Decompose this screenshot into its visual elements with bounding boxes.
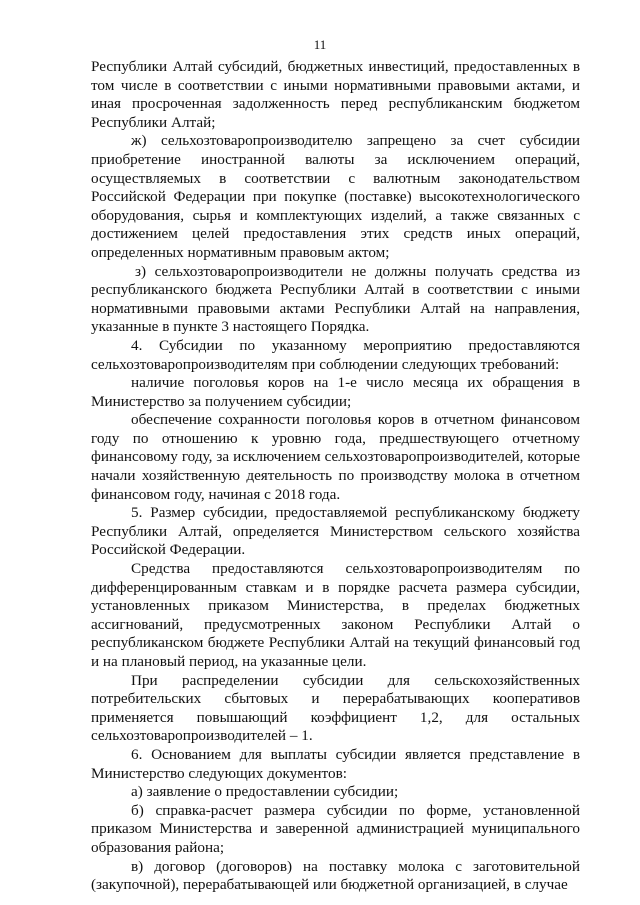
page-number: 11 [313, 37, 327, 52]
paragraph-requirement-2: обеспечение сохранности поголовья коров в отчетном финансовом году по отношению к уровню года, предшествующего отчетному финансовому году, за исключением сельхозтоваропроизводителей, которые начали хозяйственную деятельность по производству молока в отчетном финансовом году, начиная с 2018 года. [91, 411, 580, 503]
paragraph-item-v: в) договор (договоров) на поставку молока с заготовительной (закупочной), перерабатывающей или бюджетной организацией, в случае [91, 857, 580, 894]
paragraph-funds: Средства предоставляются сельхозтоваропроизводителям по дифференцированным ставкам и в порядке расчета размера субсидии, установленных приказом Министерства, в пределах бюджетных ассигнований, предусмотренных законом Республики Алтай о республиканском бюджете Республики Алтай на текущий финансовый год и на плановый период, на указанные цели. [91, 560, 580, 670]
paragraph-section-6: 6. Основанием для выплаты субсидии является представление в Министерство следующих документов: [91, 745, 580, 782]
paragraph-item-b: б) справка-расчет размера субсидии по форме, установленной приказом Министерства и заверенной администрацией муниципального образования района; [91, 801, 580, 856]
paragraph-section-5: 5. Размер субсидии, предоставляемой республиканскому бюджету Республики Алтай, определяется Министерством сельского хозяйства Российской Федерации. [91, 504, 580, 559]
paragraph-item-a: а) заявление о предоставлении субсидии; [131, 783, 399, 801]
paragraph-section-4: 4. Субсидии по указанному мероприятию предоставляются сельхозтоваропроизводителям при соблюдении следующих требований: [91, 336, 580, 373]
document-body [91, 58, 580, 895]
paragraph-coefficient: При распределении субсидии для сельскохозяйственных потребительских сбытовых и перерабатывающих кооперативов применяется повышающий коэффициент 1,2, для остальных сельхозтоваропроизводителей – 1. [91, 671, 580, 745]
paragraph-continuation: Республики Алтай субсидий, бюджетных инвестиций, предоставленных в том числе в соответствии с иными нормативными правовыми актами, и иная просроченная задолженность перед республиканским бюджетом Республики Алтай; [91, 58, 580, 131]
paragraph-requirement-1: наличие поголовья коров на 1-е число месяца их обращения в Министерство за получением субсидии; [91, 374, 580, 410]
paragraph-item-z: з) сельхозтоваропроизводители не должны получать средства из республиканского бюджета Республики Алтай в соответствии с иными нормативными правовыми актами Республики Алтай на направления, указанные в пункте 3 настоящего Порядка. [91, 262, 580, 336]
paragraph-item-zh: ж) сельхозтоваропроизводителю запрещено за счет субсидии приобретение иностранной валюты за исключением операций, осуществляемых в соответствии с валютным законодательством Российской Федерации при покупке (поставке) высокотехнологического оборудования, сырья и комплектующих изделий, а также связанных с достижением целей предоставления этих средств иных операций, определенных нормативным правовым актом; [91, 132, 580, 261]
